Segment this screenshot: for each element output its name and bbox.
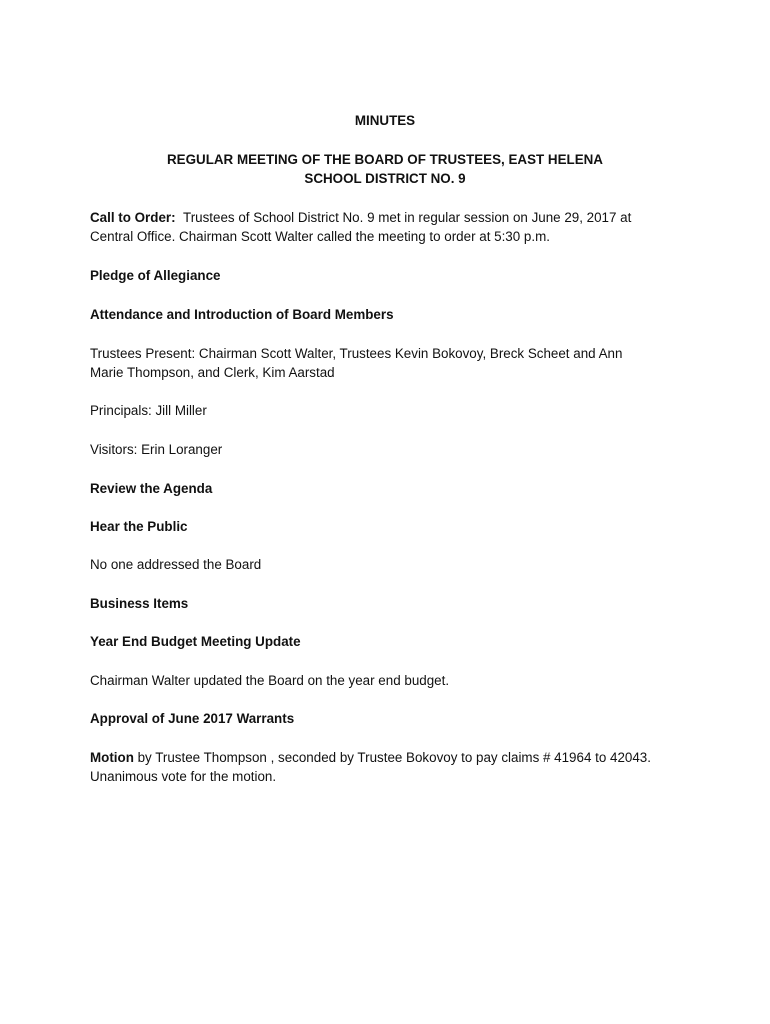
motion-text-line1: by Trustee Thompson , seconded by Trustee Bokovoy to pay claims # 41964 to 42043. (133, 750, 651, 765)
call-to-order-paragraph (90, 208, 680, 246)
motion-label: Motion (90, 750, 134, 765)
principals-line: Principals: Jill Miller (90, 403, 207, 418)
document-subtitle-line1: REGULAR MEETING OF THE BOARD OF TRUSTEES, EAST HELENA (167, 152, 603, 167)
attendance-heading: Attendance and Introduction of Board Members (90, 307, 394, 322)
call-to-order-label: Call to Order: (90, 210, 176, 225)
trustees-present-line2: Marie Thompson, and Clerk, Kim Aarstad (90, 365, 335, 380)
call-to-order-text-line1: Trustees of School District No. 9 met in regular session on June 29, 2017 at (183, 210, 632, 225)
motion-text-line2: Unanimous vote for the motion. (90, 769, 277, 784)
call-to-order-line1 (90, 208, 680, 227)
business-items-heading: Business Items (90, 596, 189, 611)
motion-line1 (90, 748, 680, 767)
pledge-heading: Pledge of Allegiance (90, 268, 221, 283)
call-to-order-text-line2: Central Office. Chairman Scott Walter called the meeting to order at 5:30 p.m. (90, 229, 550, 244)
hear-public-heading: Hear the Public (90, 519, 188, 534)
motion-paragraph (90, 748, 680, 786)
trustees-present-line1: Trustees Present: Chairman Scott Walter, Trustees Kevin Bokovoy, Breck Scheet and Ann (90, 346, 623, 361)
document-title: MINUTES (354, 113, 416, 128)
budget-update-heading: Year End Budget Meeting Update (90, 634, 301, 649)
review-agenda-heading: Review the Agenda (90, 481, 213, 496)
visitors-line: Visitors: Erin Loranger (90, 442, 223, 457)
document-subtitle-line2: SCHOOL DISTRICT NO. 9 (304, 171, 466, 186)
warrants-heading: Approval of June 2017 Warrants (90, 711, 295, 726)
budget-update-text: Chairman Walter updated the Board on the year end budget. (90, 673, 450, 688)
hear-public-text: No one addressed the Board (90, 557, 262, 572)
trustees-present-paragraph (90, 344, 680, 382)
